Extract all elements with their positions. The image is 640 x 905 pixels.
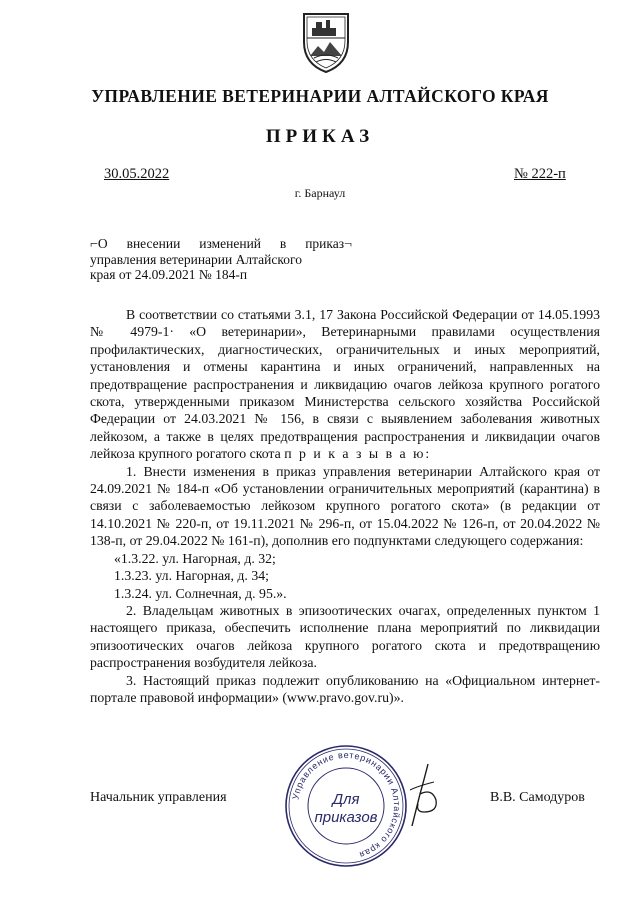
handwritten-signature-icon bbox=[398, 760, 444, 830]
signer-position: Начальник управления bbox=[90, 790, 227, 805]
order-subject bbox=[90, 236, 352, 282]
document-date: 30.05.2022 bbox=[104, 166, 170, 182]
stamp-center-line-2: приказов bbox=[314, 809, 378, 826]
subject-line-3: края от 24.09.2021 № 184-п bbox=[90, 267, 248, 282]
document-number: № 222-п bbox=[514, 166, 566, 182]
preamble-paragraph bbox=[90, 306, 600, 463]
subject-line-2: управления ветеринарии Алтайского bbox=[90, 252, 302, 267]
signer-name: В.В. Самодуров bbox=[490, 790, 585, 805]
left-corner-bracket-icon: ⌐ bbox=[90, 237, 98, 252]
order-word: п р и к а з ы в а ю: bbox=[284, 446, 432, 462]
stamp-center-line-1: Для bbox=[332, 791, 360, 808]
sub-item-2: 1.3.23. ул. Нагорная, д. 34; bbox=[114, 568, 269, 584]
sub-item-3: 1.3.24. ул. Солнечная, д. 95.». bbox=[114, 585, 287, 601]
subject-line-1-text: О внесении изменений в приказ bbox=[97, 236, 345, 251]
right-corner-bracket-icon: ¬ bbox=[344, 237, 352, 252]
item-1-paragraph: 1. Внести изменения в приказ управления ветеринарии Алтайского края от 24.09.2021 № 184-п «Об установлении ограничительных мероприятий (карантина) в связи с заболеваемостью лейкозом крупного рогатого скота» (в редакции от 14.10.2021 № 220-п, от 19.11.2021 № 296-п, от 15.04.2022 № 126-п, от 20.04.2022 № 138-п, от 29.04.2022 № 161-п), дополнив его подпунктами следующего содержания: bbox=[90, 463, 600, 549]
altai-krai-coat-of-arms-icon bbox=[298, 8, 354, 76]
round-stamp-icon bbox=[282, 742, 410, 870]
order-body bbox=[90, 306, 600, 706]
subject-line-1 bbox=[90, 236, 352, 252]
preamble-text: В соответствии со статьями 3.1, 17 Закона Российской Федерации от 14.05.1993 № 4979-1· «О ветеринарии», Ветеринарными правилами осуществления профилактических, диагностических, ограничительных и иных мероприятий, установления и отмены карантина и иных ограничений, направленных на предотвращение распространения и ликвидацию очагов лейкоза крупного рогатого скота, утвержденными приказом Министерства сельского хозяйства Российской Федерации от 24.03.2021 № 156, в связи с выявлением заболевания животных лейкозом, а также в целях предотвращения распространения и ликвидации очагов лейкоза крупного рогатого скота bbox=[90, 307, 600, 462]
organization-title: УПРАВЛЕНИЕ ВЕТЕРИНАРИИ АЛТАЙСКОГО КРАЯ bbox=[91, 86, 549, 106]
item-3-paragraph: 3. Настоящий приказ подлежит опубликованию на «Официальном интернет-портале правовой информации» (www.pravo.gov.ru)». bbox=[90, 672, 600, 705]
sub-item-1: «1.3.22. ул. Нагорная, д. 32; bbox=[114, 550, 276, 566]
document-type-title: ПРИКАЗ bbox=[265, 126, 375, 147]
document-city: г. Барнаул bbox=[294, 186, 346, 200]
stamp-ring-text: Управление ветеринарии Алтайского края bbox=[290, 749, 403, 861]
item-2-paragraph: 2. Владельцам животных в эпизоотических очагах, определенных пунктом 1 настоящего приказа, обеспечить исполнение плана мероприятий по ликвидации эпизоотических очагов лейкоза крупного рогатого скота и предотвращению распространения возбудителя лейкоза. bbox=[90, 602, 600, 671]
